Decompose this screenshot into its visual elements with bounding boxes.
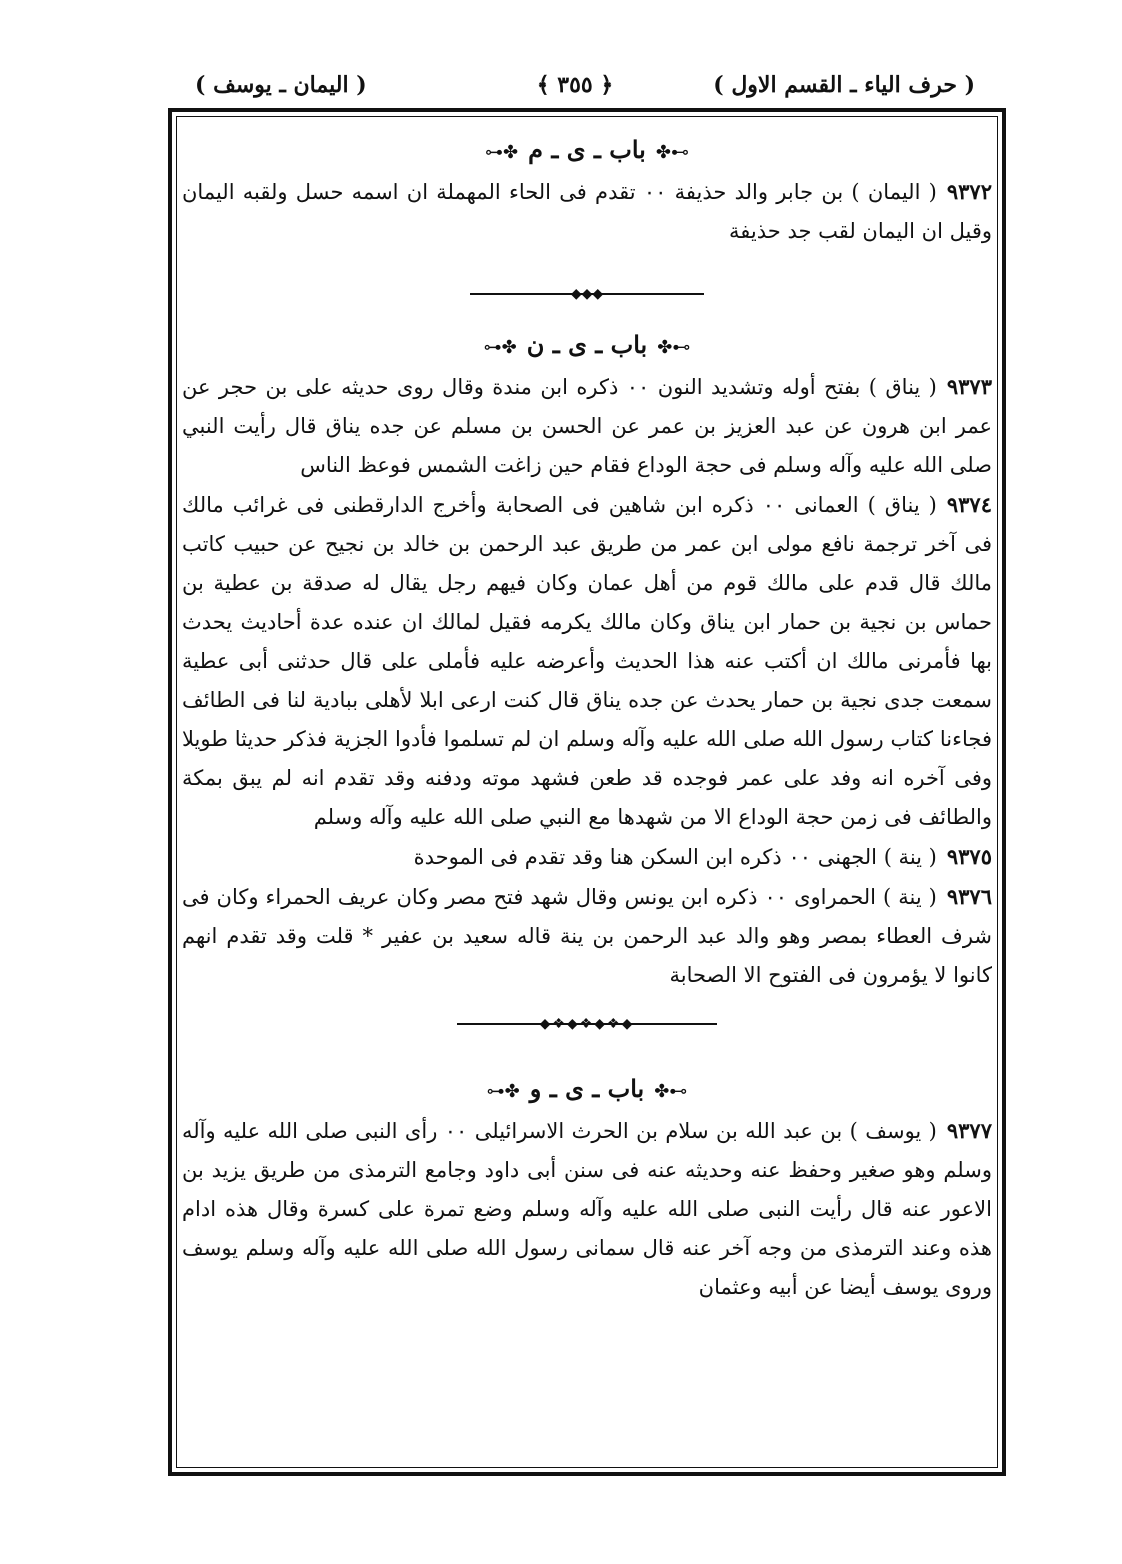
entry-text: ( ينة ) الحمراوى ٠٠ ذكره ابن يونس وقال شهد فتح مصر وكان عريف الحمراء وكان فى شرف العطاء بمصر وهو والد عبد الرحمن بن ينة قاله سعيد بن عفير * قلت وقد تقدم انهم كانوا لا يؤمرون فى الفتوح الا الصحابة — [182, 885, 992, 987]
section-title-text: باب ـ ى ـ م — [528, 135, 646, 164]
section-title — [182, 128, 992, 172]
left-ornament-icon: ⊶✤ — [657, 337, 691, 358]
entry-number: ٩٣٧٤ — [946, 492, 992, 517]
section-title — [182, 323, 992, 367]
entry-9376 — [182, 877, 992, 995]
entry-number: ٩٣٧٢ — [946, 179, 992, 204]
entry-text: ( ينة ) الجهنى ٠٠ ذكره ابن السكن هنا وقد تقدم فى الموحدة — [413, 845, 937, 869]
section-ya-waw — [182, 1067, 992, 1307]
section-title — [182, 1067, 992, 1111]
section-title-text: باب ـ ى ـ و — [529, 1074, 645, 1103]
section-ya-mim — [182, 128, 992, 251]
left-ornament-icon: ⊶✤ — [654, 1081, 688, 1102]
entry-9372 — [182, 172, 992, 251]
page-number: ﴿ ٣٥٥ ﴾ — [536, 72, 614, 98]
entry-number: ٩٣٧٦ — [946, 884, 992, 909]
entry-text: ( يوسف ) بن عبد الله بن سلام بن الحرث الاسرائيلى ٠٠ رأى النبى صلى الله عليه وآله وسلم وهو صغير وحفظ عنه وحديثه عنه فى سنن أبى داود وجامع الترمذى من طريق يزيد بن الاعور عنه قال رأيت النبى صلى الله عليه وآله وسلم وضع تمرة على كسرة وقال هذه ادام هذه وعند الترمذى من وجه آخر عنه قال سمانى رسول الله صلى الله عليه وآله وسلم يوسف وروى يوسف أيضا عن أبيه وعثمان — [182, 1119, 992, 1299]
entry-text: ( اليمان ) بن جابر والد حذيفة ٠٠ تقدم فى الحاء المهملة ان اسمه حسل ولقبه اليمان وقيل ان اليمان لقب جد حذيفة — [182, 180, 992, 243]
header-entry-range: ( اليمان ـ يوسف ) — [195, 72, 367, 98]
right-ornament-icon: ✤⊷ — [486, 1081, 520, 1102]
page-body — [182, 128, 992, 1307]
entry-text: ( يناق ) بفتح أوله وتشديد النون ٠٠ ذكره ابن مندة وقال روى حديثه على بن حجر عن عمر ابن هرون عن عبد العزيز بن عمر عن الحسن بن مسلم عن جده يناق قال رأيت النبي صلى الله عليه وآله وسلم فى حجة الوداع فقام حين زاغت الشمس فوعظ الناس — [182, 375, 992, 477]
divider-knot-icon: ◆◆◆ — [570, 286, 604, 302]
entry-number: ٩٣٧٣ — [946, 374, 992, 399]
entry-9374 — [182, 485, 992, 837]
header-chapter-label: ( حرف الياء ـ القسم الاول ) — [713, 72, 975, 98]
right-ornament-icon: ✤⊷ — [483, 337, 517, 358]
right-ornament-icon: ✤⊷ — [485, 142, 519, 163]
entry-number: ٩٣٧٧ — [946, 1118, 992, 1143]
entry-9377 — [182, 1111, 992, 1307]
entry-9375 — [182, 837, 992, 877]
section-divider — [182, 251, 992, 323]
divider-knot-icon: ◆❖◆❖◆❖◆ — [539, 1016, 635, 1032]
entry-number: ٩٣٧٥ — [946, 844, 992, 869]
left-ornament-icon: ⊶✤ — [655, 142, 689, 163]
section-title-text: باب ـ ى ـ ن — [526, 330, 648, 359]
entry-9373 — [182, 367, 992, 485]
running-header — [175, 66, 975, 106]
entry-text: ( يناق ) العمانى ٠٠ ذكره ابن شاهين فى الصحابة وأخرج الدارقطنى فى غرائب مالك فى آخر ترجمة نافع مولى ابن عمر من طريق عبد الرحمن بن خالد بن نجيح عن حبيب كاتب مالك قال قدم على مالك قوم من أهل عمان وكان فيهم رجل يقال له صدقة بن عطية بن حماس بن نجية بن حمار ابن يناق وكان مالك يكرمه فقيل لمالك ان عنده عدة أحاديث يحدث بها فأمرنى مالك ان أكتب عنه هذا الحديث وأعرضه عليه فأملى على قال حدثنى أبى عطية سمعت جدى نجية بن حمار يحدث عن جده يناق قال كنت ارعى ابلا لأهلى ببادية لنا فى الطائف فجاءنا كتاب رسول الله صلى الله عليه وآله وسلم ان لم تسلموا فأدوا الجزية فذكر حديثا طويلا وفى آخره انه وفد على عمر فوجده قد طعن فشهد موته ودفنه وقد تقدم انه لم يبق بمكة والطائف فى زمن حجة الوداع الا من شهدها مع النبي صلى الله عليه وآله وسلم — [182, 493, 992, 829]
section-ya-nun — [182, 323, 992, 995]
section-divider — [182, 995, 992, 1067]
